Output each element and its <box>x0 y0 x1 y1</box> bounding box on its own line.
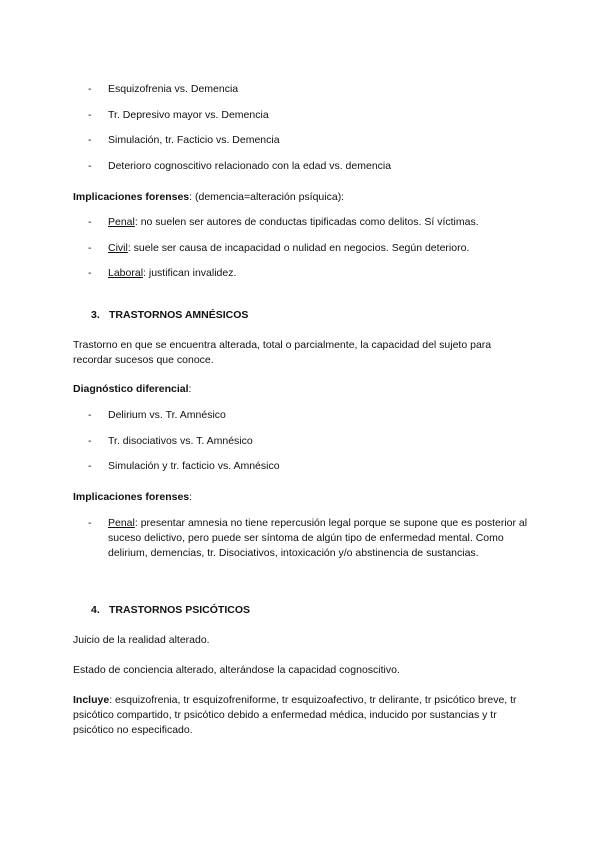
list-item-term: Civil <box>108 242 128 254</box>
forensic-implications-paragraph <box>73 190 528 205</box>
includes-text: : esquizofrenia, tr esquizofreniforme, tr esquizoafectivo, tr delirante, tr psicótico breve, tr psicótico compartido, tr psicótico debido a enfermedad médica, inducido por sustancias y tr psicótico no especificado. <box>73 694 517 736</box>
forensic-implications-colon: : <box>189 491 193 503</box>
section-heading <box>91 308 248 323</box>
bullet-dash: - <box>88 409 92 421</box>
list-item-term: Penal <box>108 216 135 228</box>
list-item-description: : presentar amnesia no tiene repercusión legal porque se supone que es posterior al suceso delictivo, pero puede ser síntoma de algún tipo de enfermedad mental. Como delirium, demencias, tr. Disociativos, intoxicación y/o abstinencia de sustancias. <box>108 517 528 559</box>
list-item <box>88 82 528 97</box>
bullet-dash: - <box>88 109 92 121</box>
includes-label: Incluye <box>73 694 110 706</box>
list-item-text: Simulación, tr. Facticio vs. Demencia <box>108 134 280 146</box>
section-title: TRASTORNOS PSICÓTICOS <box>109 604 250 616</box>
list-item-description: : justifican invalidez. <box>143 267 237 279</box>
section-number: 3. <box>91 309 100 321</box>
list-item-text <box>108 266 528 281</box>
list-item-term: Laboral <box>108 267 144 279</box>
list-item-text <box>108 215 528 230</box>
forensic-implications-note: (demencia=alteración psíquica): <box>192 191 345 203</box>
list-item <box>88 241 528 256</box>
section-heading <box>91 603 250 618</box>
list-item-text: Tr. Depresivo mayor vs. Demencia <box>108 109 269 121</box>
list-item-description: : no suelen ser autores de conductas tipificadas como delitos. Sí víctimas. <box>134 216 479 228</box>
list-item-text: Esquizofrenia vs. Demencia <box>108 83 239 95</box>
list-item-text: Deterioro cognoscitivo relacionado con la edad vs. demencia <box>108 160 392 172</box>
forensic-implications-label: Implicaciones forenses <box>73 191 190 203</box>
list-item-text: Tr. disociativos vs. T. Amnésico <box>108 435 253 447</box>
bullet-dash: - <box>88 216 92 228</box>
section-paragraph: Estado de conciencia alterado, alterándose la capacidad cognoscitivo. <box>73 664 400 676</box>
list-item <box>88 459 528 474</box>
list-item-text: Simulación y tr. facticio vs. Amnésico <box>108 460 280 472</box>
list-item <box>88 408 528 423</box>
forensic-implications-colon: : <box>189 191 193 203</box>
list-item <box>88 215 528 230</box>
section-title: TRASTORNOS AMNÉSICOS <box>109 309 249 321</box>
list-item <box>88 434 528 449</box>
list-item <box>88 266 528 281</box>
ddx-colon: : <box>188 383 192 395</box>
ddx-label: Diagnóstico diferencial <box>73 383 189 395</box>
bullet-dash: - <box>88 242 92 254</box>
forensic-implications-label: Implicaciones forenses <box>73 491 190 503</box>
section-paragraph: Juicio de la realidad alterado. <box>73 634 210 646</box>
list-item-text <box>108 241 528 256</box>
section-number: 4. <box>91 604 100 616</box>
bullet-dash: - <box>88 83 92 95</box>
list-item <box>88 159 528 174</box>
list-item <box>88 133 528 148</box>
bullet-dash: - <box>88 460 92 472</box>
forensic-implications-paragraph <box>73 490 528 505</box>
list-item-text: Delirium vs. Tr. Amnésico <box>108 409 226 421</box>
list-item-description: : suele ser causa de incapacidad o nulidad en negocios. Según deterioro. <box>127 242 470 254</box>
bullet-dash: - <box>88 134 92 146</box>
bullet-dash: - <box>88 267 92 279</box>
list-item-term: Penal <box>108 517 135 529</box>
list-item <box>88 108 528 123</box>
section-intro: Trastorno en que se encuentra alterada, total o parcialmente, la capacidad del sujeto para recordar sucesos que conoce. <box>73 339 492 366</box>
bullet-dash: - <box>88 435 92 447</box>
list-item-text <box>108 516 528 561</box>
includes-paragraph <box>73 693 528 738</box>
bullet-dash: - <box>88 517 92 529</box>
ddx-label-paragraph <box>73 382 528 397</box>
list-item <box>88 516 528 561</box>
bullet-dash: - <box>88 160 92 172</box>
